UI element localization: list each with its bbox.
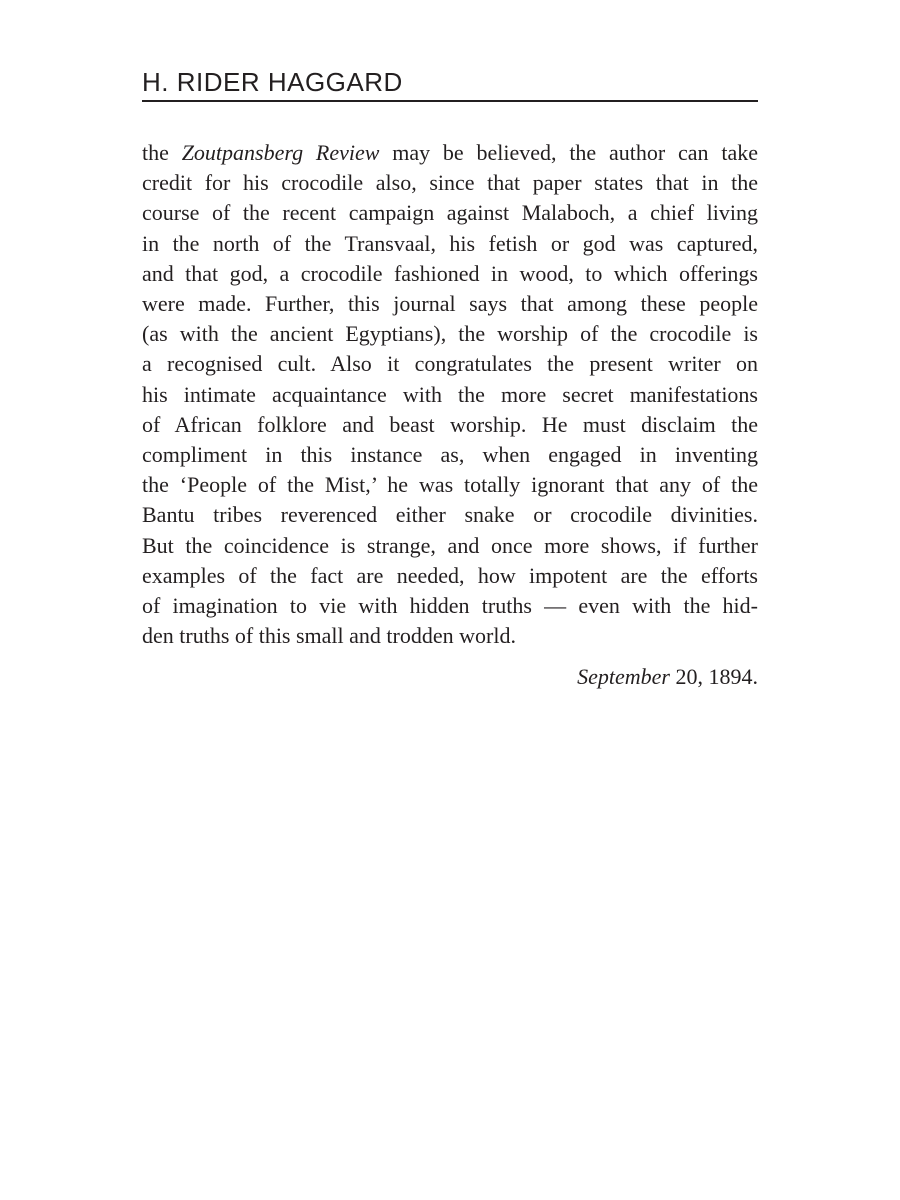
- running-head-author: H. RIDER HAGGARD: [142, 67, 403, 97]
- dateline: [142, 662, 758, 692]
- dateline-date: 20, 1894.: [670, 664, 758, 689]
- paragraph-line: a recognised cult. Also it congratulates the present writer on: [142, 351, 758, 377]
- paragraph-line-last: den truths of this small and trodden world.: [142, 623, 516, 649]
- header-rule: [142, 100, 758, 102]
- publication-title: Zoutpansberg Review: [181, 140, 380, 165]
- dateline-month: September: [577, 664, 670, 689]
- paragraph-line: in the north of the Transvaal, his fetish or god was captured,: [142, 230, 758, 256]
- paragraph-line: his intimate acquaintance with the more secret manifestations: [142, 381, 758, 407]
- body-paragraph: [142, 138, 758, 651]
- paragraph-line: Bantu tribes reverenced either snake or crocodile divinities.: [142, 502, 758, 528]
- paragraph-line: of imagination to vie with hidden truths — even with the hid-: [142, 593, 758, 619]
- paragraph-line: But the coincidence is strange, and once more shows, if further: [142, 532, 758, 558]
- paragraph-line: the ‘People of the Mist,’ he was totally ignorant that any of the: [142, 472, 758, 498]
- paragraph-line: course of the recent campaign against Malaboch, a chief living: [142, 200, 758, 226]
- paragraph-line: (as with the ancient Egyptians), the worship of the crocodile is: [142, 321, 758, 347]
- paragraph-line: and that god, a crocodile fashioned in wood, to which offerings: [142, 260, 758, 286]
- paragraph-line-1: the Zoutpansberg Review may be believed, the author can take: [142, 140, 758, 165]
- paragraph-line: credit for his crocodile also, since that paper states that in the: [142, 170, 758, 196]
- paragraph-line: compliment in this instance as, when engaged in inventing: [142, 442, 758, 468]
- paragraph-line: were made. Further, this journal says that among these people: [142, 291, 758, 317]
- paragraph-line: of African folklore and beast worship. He must disclaim the: [142, 411, 758, 437]
- paragraph-line: examples of the fact are needed, how impotent are the efforts: [142, 562, 758, 588]
